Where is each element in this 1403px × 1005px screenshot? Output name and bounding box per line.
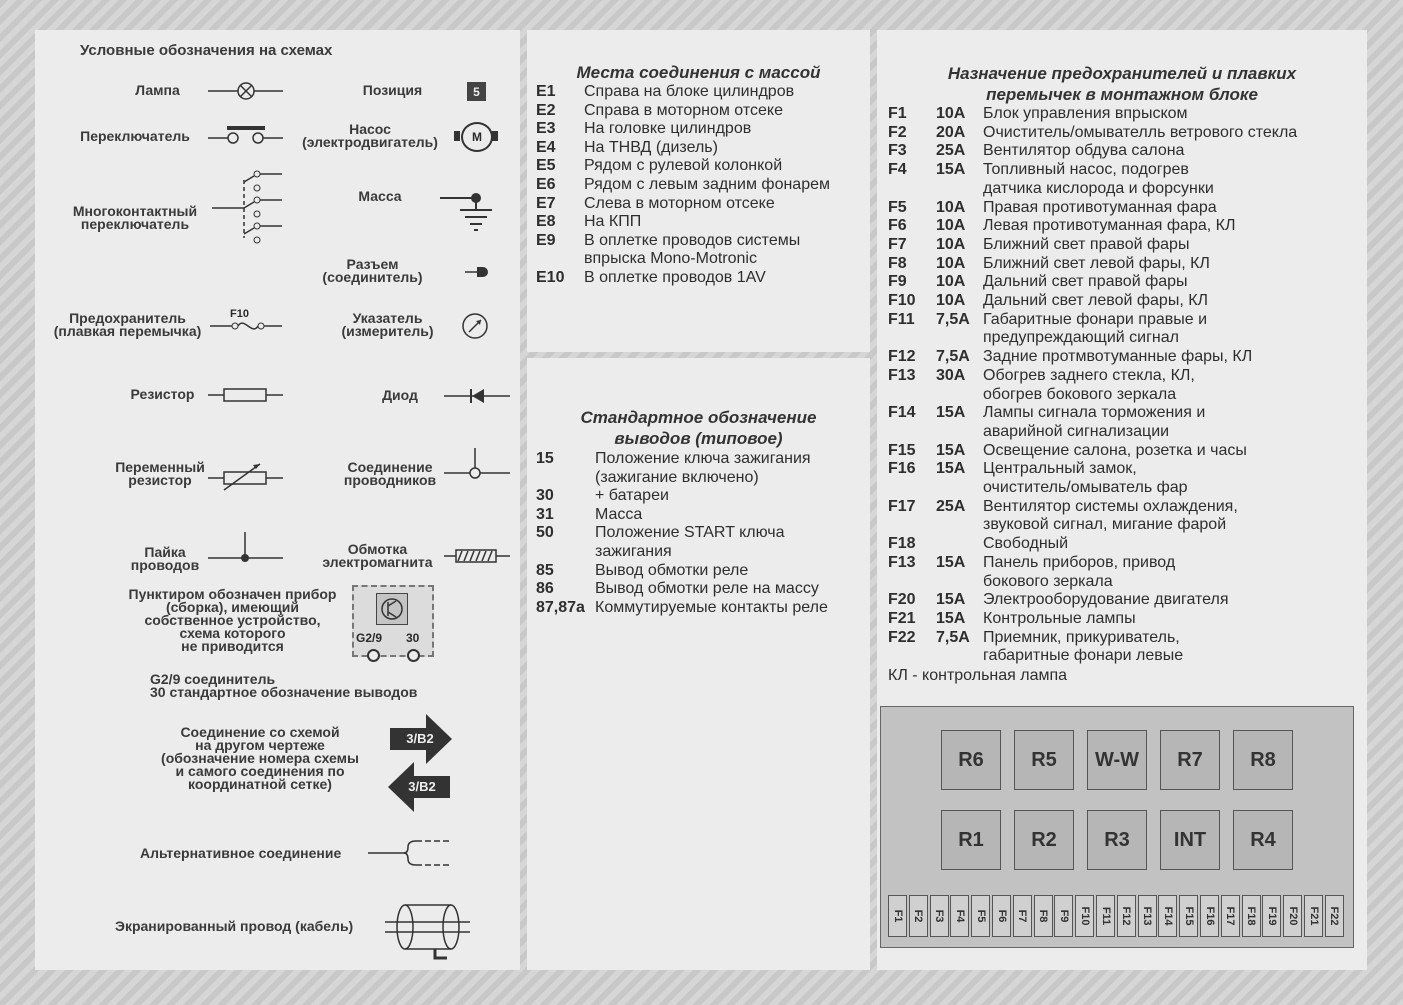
fuse-amperage: 10A [936,217,966,235]
coil-line1: Обмотка [347,541,408,557]
resistor-label: Резистор [130,386,195,402]
ground-point-code: E9 [536,231,556,249]
terminal-code: 30 [536,487,554,505]
fuse-description: Лампы сигнала торможения и [983,404,1206,422]
terminal-code: 31 [536,505,554,523]
fuse-slot-label: F16 [1203,906,1216,926]
fuse-row [888,273,1358,292]
ground-icon [440,188,495,236]
fuse-description: Вентилятор обдува салона [983,142,1185,160]
relay-r7: R7 [1160,730,1220,790]
fuse-code: F15 [888,441,916,459]
ground-point-text: Справа на блоке цилиндров [584,83,795,100]
fuse-row [888,105,1358,124]
multi-switch-icon [212,168,284,252]
var-resistor-line1: Переменный [115,459,205,475]
ground-point-text-cont: впрыска Mono-Motronic [584,250,757,268]
legend-title: Условные обозначения на схемах [80,42,333,59]
terminal-text: Положение ключа зажигания [595,450,811,467]
connector-line2: (соединитель) [322,269,423,285]
pump-label-line2: (электродвигатель) [302,134,438,150]
fuse-row [888,255,1358,274]
dashed-line2: (сборка), имеющий [166,599,299,615]
wire-junction-icon [444,448,510,486]
fuse-slot-label: F15 [1182,906,1195,926]
fuse-description: Приемник, прикуриватель, [983,628,1180,646]
fuse-code: F13 [888,553,916,571]
terminal-row [536,562,866,581]
solder-icon [208,532,283,566]
relay-r6: R6 [941,730,1001,790]
fuse-code: F18 [888,535,916,553]
fuse-slot-label: F4 [953,909,966,923]
fuse-description: Правая противотуманная фара [983,198,1217,216]
fuse-slot [1179,895,1198,937]
position-badge: 5 [467,82,486,101]
ground-point-code: E7 [536,194,556,212]
fuse-description: Панель приборов, привод [983,553,1176,571]
terminal-code: 86 [536,580,554,598]
ground-point-row [536,232,866,251]
fuse-description: Дальний свет левой фары, КЛ [983,292,1209,309]
fuse-slot-label: F17 [1224,906,1237,926]
relay-r5: R5 [1014,730,1074,790]
fuse-amperage: 10A [936,235,966,253]
fuse-code: F1 [888,105,907,122]
fuse-row [888,442,1358,461]
fuses-note-text: КЛ - контрольная лампа [888,667,1068,684]
fuse-slot [1034,895,1053,937]
fuse-amperage: 7,5A [936,628,970,646]
fuse-description: Блок управления впрыском [983,105,1188,122]
fuses-note [888,667,1288,685]
fuse-slot-label: F9 [1057,909,1070,923]
ground-point-row [536,157,866,176]
fuse-slot [1158,895,1177,937]
fuse-amperage: 7,5A [936,348,970,366]
crossref-line5: координатной сетке) [188,776,332,792]
dashed-device-label [115,588,350,653]
connector-label [310,258,435,284]
fuse-row [888,460,1358,479]
pin-circle-icon [367,649,380,662]
fuse-slot-label: F18 [1245,906,1258,926]
fuse-slot [1325,895,1344,937]
lamp-icon [208,80,283,102]
fuse-slot [1283,895,1302,937]
gauge-icon [461,312,489,340]
terminal-text-cont: зажигания [595,543,672,560]
fuse-code: F5 [888,198,907,216]
solder-line1: Пайка [144,544,186,560]
solder-line2: проводов [130,557,200,573]
ground-point-text: На КПП [584,213,642,231]
fuse-slot-label: F10 [1078,906,1091,926]
wire-junction-line1: Соединение [347,459,433,475]
fuse-row [888,367,1358,386]
ground-point-text: Справа в моторном отсеке [584,101,783,119]
dashed-line3: собственное устройство, [144,612,321,628]
fuse-row [888,311,1358,330]
ground-point-code: E2 [536,101,556,119]
fuse-description-cont: звуковой сигнал, мигание фарой [983,516,1227,534]
dashed-line5: не приводится [181,638,284,654]
shielded-cable-icon [385,900,470,962]
wire-junction-label [320,461,460,487]
fuse-slot [971,895,990,937]
ground-label: Масса [358,188,402,204]
fuse-amperage: 10A [936,254,966,272]
fuse-row [888,236,1358,255]
fuse-code: F11 [888,310,915,328]
terminal-text: + батареи [595,487,669,505]
fuse-label [45,312,210,338]
arrow-right-icon [390,714,452,764]
ground-point-text: В оплетке проводов системы [584,231,801,249]
multi-switch-line1: Многоконтактный [72,203,198,219]
fuse-description: Центральный замок, [983,460,1137,478]
gauge-label-line1: Указатель [352,310,423,326]
fuse-slot [992,895,1011,937]
terminals-title-line1: Стандартное обозначение [580,408,817,427]
relay-int: INT [1160,810,1220,870]
ground-point-code: E6 [536,176,556,193]
fuse-amperage: 10A [936,105,966,122]
fuse-amperage: 25A [936,497,966,515]
dashed-pin1-label: G2/9 [356,631,383,645]
terminal-text: Масса [595,505,643,523]
coil-line2: электромагнита [322,554,433,570]
terminal-code: 50 [536,524,554,542]
crossref-line4: и самого соединения по [175,763,345,779]
fuse-description-cont: предупреждающий сигнал [983,329,1179,347]
fuse-amperage: 10A [936,198,966,216]
fuse-amperage: 10A [936,292,966,309]
fuse-description: Задние протмвотуманные фары, КЛ [983,348,1253,366]
ground-point-text: Рядом с левым задним фонарем [584,176,830,193]
fuse-label-line2: (плавкая перемычка) [53,323,202,339]
fuse-slot [1221,895,1240,937]
fuse-row [888,292,1358,311]
motor-icon [454,122,498,150]
fuse-description: Вентилятор системы охлаждения, [983,497,1238,515]
fuse-code: F20 [888,591,916,609]
fuse-code: F21 [888,609,916,627]
fuse-row [888,124,1358,143]
pump-label [295,123,445,149]
dashed-line1: Пунктиром обозначен прибор [128,586,337,602]
ground-point-row [536,195,866,214]
fuse-slot [888,895,907,937]
fuse-description: Левая противотуманная фара, КЛ [983,217,1236,235]
fuse-amperage: 15A [936,460,966,478]
lamp-label: Лампа [135,82,180,98]
connector-line1: Разъем [346,256,399,272]
fuse-row [888,161,1358,180]
g29-line1: G2/9 соединитель [150,671,276,687]
terminal-text: Коммутируемые контакты реле [595,598,828,616]
fuse-slot [950,895,969,937]
fuse-description-cont: бокового зеркала [983,572,1113,590]
fuse-slot-label: F11 [1099,906,1112,926]
switch-label: Переключатель [80,128,190,144]
terminals-title [527,407,870,449]
gauge-label [330,312,445,338]
fuse-slot [909,895,928,937]
fuse-amperage: 10A [936,273,966,291]
fuse-slot [1054,895,1073,937]
relay-r3: R3 [1087,810,1147,870]
fuse-code: F8 [888,254,907,272]
pin-circle-icon [407,649,420,662]
var-resistor-line2: резистор [128,472,192,488]
connector-icon [465,264,490,280]
dashed-line4: схема которого [179,625,286,641]
fuse-slot-label: F7 [1016,909,1029,923]
fuse-description-cont: очиститель/омыватель фар [983,479,1188,496]
fuse-amperage: 15A [936,441,966,459]
fuse-slot-label: F5 [974,909,987,923]
fuse-description-cont: аварийной сигнализации [983,422,1170,440]
terminals-title-line2: выводов (типовое) [614,429,783,448]
ground-point-row [536,120,866,139]
fuse-description: Очиститель/омывателль ветрового стекла [983,123,1298,141]
diode-icon [444,386,510,406]
terminal-row [536,599,866,618]
fuse-code: F2 [888,123,907,141]
fuse-slot [1117,895,1136,937]
fuse-row [888,404,1358,423]
terminal-text-cont: (зажигание включено) [595,468,759,486]
motor-symbol: М [461,122,493,152]
wire-junction-line2: проводников [343,472,437,488]
crossref-label [150,726,370,791]
ground-point-text: На ТНВД (дизель) [584,138,718,156]
fuse-description: Топливный насос, подогрев [983,161,1189,179]
ground-point-row [536,269,866,288]
fuse-slot [1096,895,1115,937]
fuse-amperage: 15A [936,609,966,627]
dashed-pin2-label: 30 [406,631,420,645]
fuse-code: F9 [888,273,907,291]
ground-point-row [536,176,866,195]
fuse-code: F6 [888,217,907,235]
terminal-text: Положение START ключа [595,524,785,542]
fuse-row [888,142,1358,161]
fuse-code: F16 [888,460,916,478]
fuse-amperage: 30A [936,366,966,384]
ground-points-title: Места соединения с массой [576,63,821,82]
ground-point-code: E10 [536,269,565,286]
fuse-description: Электрооборудование двигателя [983,591,1229,609]
fuses-title-line1: Назначение предохранителей и плавких [947,64,1297,83]
fuse-row [888,199,1358,218]
fuse-row [888,498,1358,517]
fuse-amperage: 15A [936,404,966,422]
fuse-slot-label: F8 [1037,909,1050,923]
fuse-row [888,554,1358,573]
position-label: Позиция [362,82,423,98]
fuse-slot-label: F21 [1307,906,1320,926]
ground-point-row [536,83,866,102]
fuse-description: Ближний свет правой фары [983,235,1190,253]
fuse-slot [1013,895,1032,937]
ground-point-text: В оплетке проводов 1AV [584,269,766,286]
arrow-left-icon [388,762,450,812]
fuse-code: F17 [888,497,916,515]
fuse-row [888,348,1358,367]
gauge-label-line2: (измеритель) [341,323,434,339]
ground-point-code: E3 [536,120,556,138]
fuse-description: Освещение салона, розетка и часы [983,441,1247,459]
crossref-line1: Соединение со схемой [180,724,340,740]
diode-label: Диод [382,387,418,403]
fuse-symbol-label: F10 [230,308,249,320]
fuse-code: F10 [888,292,916,309]
fuse-code: F12 [888,348,916,366]
fuse-slot-label: F22 [1328,906,1341,926]
fuse-code: F13 [888,366,916,384]
fuse-description-cont: обогрев бокового зеркала [983,385,1177,403]
terminal-code: 87,87a [536,598,585,616]
terminal-row [536,580,866,599]
fuse-row [888,217,1358,236]
fuse-slot-label: F3 [933,909,946,923]
dashed-device-icon [352,585,434,657]
fuse-description: Обогрев заднего стекла, КЛ, [983,366,1195,384]
fuse-slot-label: F19 [1265,906,1278,926]
fuse-slot [1304,895,1323,937]
arrow-left-label: 3/В2 [408,779,436,794]
fuse-amperage: 15A [936,161,966,179]
fuse-slot [1075,895,1094,937]
fuse-slot-label: F2 [912,909,925,923]
fuse-description-cont: датчика кислорода и форсунки [983,179,1214,197]
terminal-row [536,524,866,543]
ground-point-code: E8 [536,213,556,231]
terminal-code: 15 [536,450,554,467]
fuse-amperage: 20A [936,123,966,141]
ground-point-text: Слева в моторном отсеке [584,194,775,212]
ground-point-code: E4 [536,138,556,156]
alt-connection-icon [368,838,452,868]
fuse-slot [1138,895,1157,937]
fuse-row [888,629,1358,648]
multi-switch-label [60,205,210,231]
g29-line2: 30 стандартное обозначение выводов [150,684,418,700]
crossref-line3: (обозначение номера схемы [161,750,359,766]
ground-point-code: E1 [536,83,556,100]
fuse-code: F7 [888,235,907,253]
terminal-text: Вывод обмотки реле на массу [595,580,819,598]
fuse-description: Контрольные лампы [983,609,1136,627]
crossref-line2: на другом чертеже [195,737,325,753]
fuse-row [888,591,1358,610]
fuse-code: F3 [888,142,907,160]
fuse-description: Ближний свет левой фары, КЛ [983,254,1210,272]
terminal-text: Вывод обмотки реле [595,561,749,579]
pump-label-line1: Насос [349,121,391,137]
alt-connection-label: Альтернативное соединение [140,845,342,861]
fuse-row [888,535,1358,554]
fuse-code: F4 [888,161,907,179]
relay-r2: R2 [1014,810,1074,870]
fuse-slot-label: F6 [995,909,1008,923]
switch-icon [208,122,283,148]
ground-point-row [536,102,866,121]
fuse-amperage: 25A [936,142,966,160]
ground-point-text: Рядом с рулевой колонкой [584,157,783,175]
fuse-code: F14 [888,404,916,422]
fuse-icon [210,316,282,336]
ground-point-text: На головке цилиндров [584,120,752,138]
g29-note [150,673,417,699]
fuses-title-line2: перемычек в монтажном блоке [986,85,1258,104]
fuse-amperage: 7,5A [936,310,970,328]
resistor-icon [208,385,283,405]
fuse-description: Свободный [983,535,1069,553]
fuses-title [877,63,1367,105]
fuse-slot-label: F20 [1286,906,1299,926]
fuse-slot-label: F14 [1161,906,1174,926]
fuse-code: F22 [888,628,916,646]
fuse-description: Габаритные фонари правые и [983,310,1208,328]
solder-label [120,546,210,572]
variable-resistor-icon [208,460,283,492]
relay-r1: R1 [941,810,1001,870]
terminal-row [536,487,866,506]
ground-point-row [536,139,866,158]
arrow-right-label: 3/В2 [406,731,434,746]
fuse-slot-label: F1 [891,909,904,923]
fuse-slot-label: F12 [1120,906,1133,926]
fuse-slot [1262,895,1281,937]
fuse-description-cont: габаритные фонари левые [983,647,1184,665]
relay-w-w: W-W [1087,730,1147,790]
terminal-row [536,506,866,525]
terminal-row [536,450,866,469]
fuse-description: Дальний свет правой фары [983,273,1188,291]
shielded-label: Экранированный провод (кабель) [115,918,354,934]
fuse-label-line1: Предохранитель [69,310,186,326]
fuse-amperage: 15A [936,553,966,571]
fuse-slot [1242,895,1261,937]
coil-label [315,543,440,569]
multi-switch-line2: переключатель [80,216,190,232]
ground-point-row [536,213,866,232]
var-resistor-label [100,461,220,487]
relay-r4: R4 [1233,810,1293,870]
fuse-slot [1200,895,1219,937]
fuse-slot-label: F13 [1141,906,1154,926]
coil-icon [444,546,510,566]
fuse-slot [930,895,949,937]
transistor-icon [376,593,408,625]
ground-point-code: E5 [536,157,556,175]
fuse-amperage: 15A [936,591,966,609]
terminal-code: 85 [536,561,554,579]
relay-r8: R8 [1233,730,1293,790]
fuse-row [888,610,1358,629]
